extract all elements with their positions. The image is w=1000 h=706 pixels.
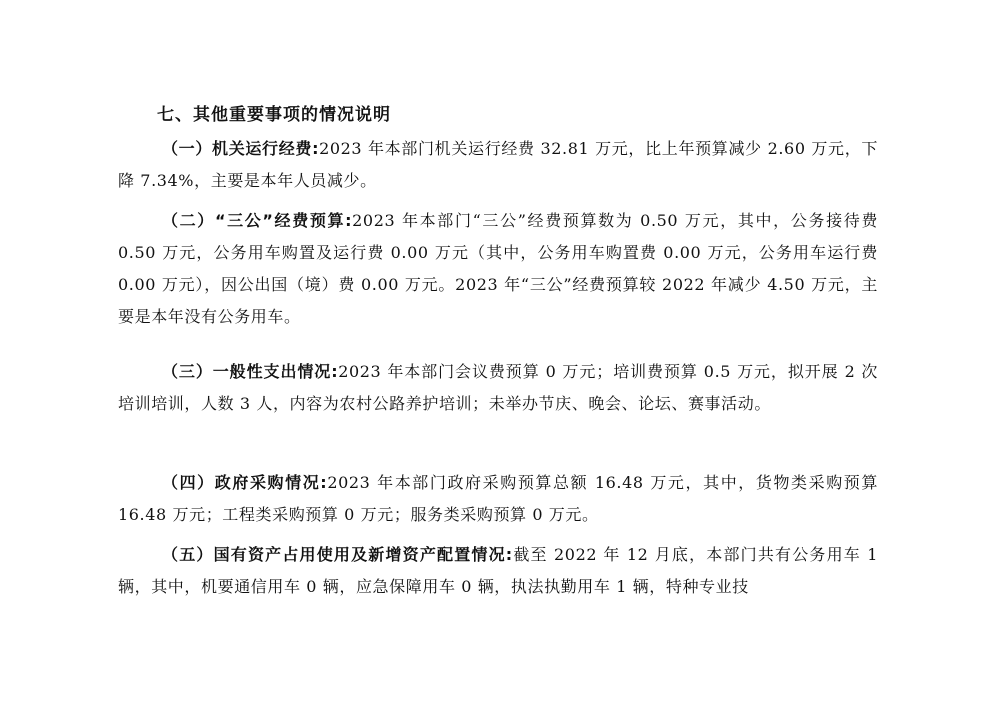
- paragraph-label: （四）政府采购情况:: [162, 473, 328, 492]
- paragraph-text: 2023 年本部门“三公”经费预算数为 0.50 万元，其中，公务接待费 0.50 万元，公务用车购置及运行费 0.00 万元（其中，公务用车购置费 0.00 万元，公务用车运行费 0.00 万元），因公出国（境）费 0.00 万元。2023 年“三公”经费预算较 2022 年减少 4.50 万元，主要是本年没有公务用车。: [118, 211, 878, 326]
- paragraph-operating-expenses: [118, 133, 878, 197]
- paragraph-general-expenditure: [118, 356, 878, 420]
- paragraph-label: （一）机关运行经费:: [162, 139, 320, 158]
- paragraph-government-procurement: [118, 467, 878, 531]
- paragraph-state-assets: [118, 539, 878, 603]
- paragraph-three-public-expenses: [118, 205, 878, 333]
- paragraph-text: 2023 年本部门政府采购预算总额 16.48 万元，其中，货物类采购预算 16.48 万元；工程类采购预算 0 万元；服务类采购预算 0 万元。: [118, 473, 879, 524]
- paragraph-text: 截至 2022 年 12 月底，本部门共有公务用车 1 辆，其中，机要通信用车 0 辆，应急保障用车 0 辆，执法执勤用车 1 辆，特种专业技: [118, 545, 879, 596]
- paragraph-label: （二）“三公”经费预算:: [162, 211, 353, 230]
- section-heading: 七、其他重要事项的情况说明: [157, 105, 391, 125]
- paragraph-label: （五）国有资产占用使用及新增资产配置情况:: [162, 545, 513, 564]
- paragraph-text: 2023 年本部门会议费预算 0 万元；培训费预算 0.5 万元，拟开展 2 次培训培训，人数 3 人，内容为农村公路养护培训；未举办节庆、晚会、论坛、赛事活动。: [118, 362, 878, 413]
- paragraph-text: 2023 年本部门机关运行经费 32.81 万元，比上年预算减少 2.60 万元，下降 7.34%，主要是本年人员减少。: [118, 139, 879, 190]
- paragraph-label: （三）一般性支出情况:: [162, 362, 339, 381]
